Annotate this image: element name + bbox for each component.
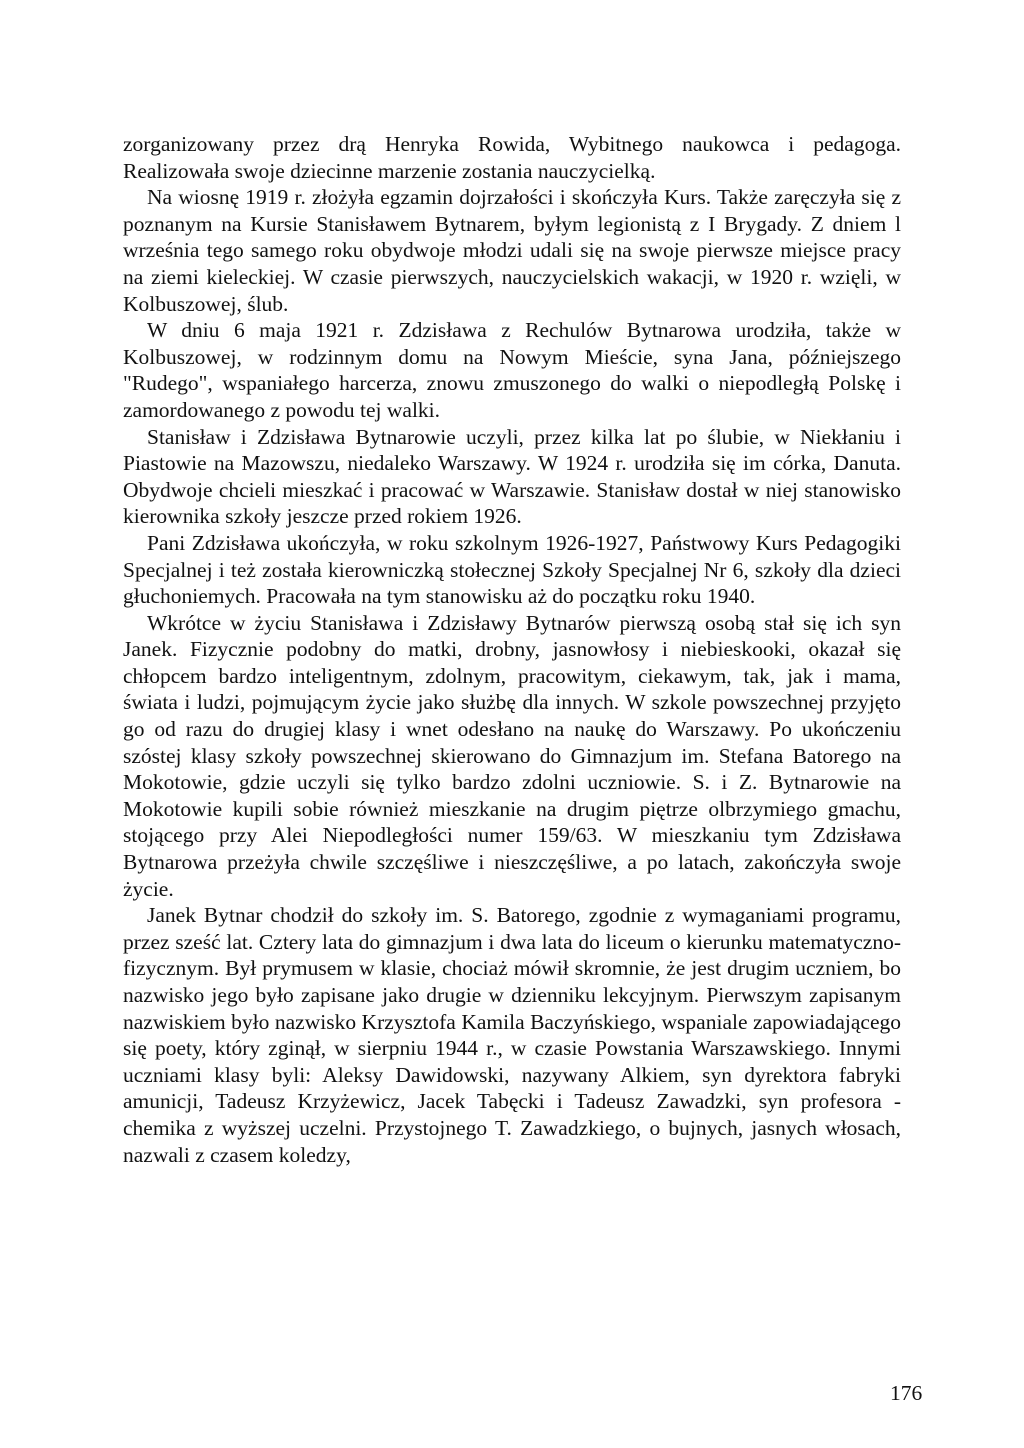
paragraph-6: Wkrótce w życiu Stanisława i Zdzisławy Bytnarów pierwszą osobą stał się ich syn Janek. Fizycznie podobny do matki, drobny, jasnowłosy i niebieskooki, okazał się chłopcem bardzo inteligentnym, zdolnym, pracowitym, ciekawym, tak, jak i mama, świata i ludzi, pojmującym życie jako służbę dla innych. W szkole powszechnej przyjęto go od razu do drugiej klasy i wnet odesłano na naukę do Warszawy. Po ukończeniu szóstej klasy szkoły powszechnej skierowano do Gimnazjum im. Stefana Batorego na Mokotowie, gdzie uczyli się tylko bardzo zdolni uczniowie. S. i Z. Bytnarowie na Mokotowie kupili sobie również mieszkanie na drugim piętrze olbrzymiego gmachu, stojącego przy Alei Niepodległości numer 159/63. W mieszkaniu tym Zdzisława Bytnarowa przeżyła chwile szczęśliwe i nieszczęśliwe, a po latach, zakończyła swoje życie. [123, 610, 901, 901]
paragraph-3: W dniu 6 maja 1921 r. Zdzisława z Rechulów Bytnarowa urodziła, także w Kolbuszowej, w rodzinnym domu na Nowym Mieście, syna Jana, późniejszego "Rudego", wspaniałego harcerza, znowu zmuszonego do walki o niepodległą Polskę i zamordowanego z powodu tej walki. [123, 318, 901, 422]
paragraph-1: zorganizowany przez drą Henryka Rowida, Wybitnego naukowca i pedagoga. Realizowała swoje dziecinne marzenie zostania nauczycielką. [123, 132, 901, 183]
paragraph-4: Stanisław i Zdzisława Bytnarowie uczyli, przez kilka lat po ślubie, w Niekłaniu i Piastowie na Mazowszu, niedaleko Warszawy. W 1924 r. urodziła się im córka, Danuta. Obydwoje chcieli mieszkać i pracować w Warszawie. Stanisław dostał w niej stanowisko kierownika szkoły jeszcze przed rokiem 1926. [123, 424, 901, 529]
page-number: 176 [890, 1381, 923, 1405]
paragraph-2: Na wiosnę 1919 r. złożyła egzamin dojrzałości i skończyła Kurs. Także zaręczyła się z poznanym na Kursie Stanisławem Bytnarem, byłym legionistą z I Brygady. Z dniem l września tego samego roku obydwoje młodzi udali się na swoje pierwsze miejsce pracy na ziemi kieleckiej. W czasie pierwszych, nauczycielskich wakacji, w 1920 r. wzięli, w Kolbuszowej, ślub. [123, 185, 901, 316]
body-text [123, 131, 901, 1168]
paragraph-7: Janek Bytnar chodził do szkoły im. S. Batorego, zgodnie z wymaganiami programu, przez sześć lat. Cztery lata do gimnazjum i dwa lata do liceum o kierunku matematyczno-fizycznym. Był prymusem w klasie, chociaż mówił skromnie, że jest drugim uczniem, bo nazwisko jego było zapisane jako drugie w dzienniku lekcyjnym. Pierwszym zapisanym nazwiskiem było nazwisko Krzysztofa Kamila Baczyńskiego, wspaniale zapowiadającego się poety, który zginął, w sierpniu 1944 r., w czasie Powstania Warszawskiego. Innymi uczniami klasy byli: Aleksy Dawidowski, nazywany Alkiem, syn dyrektora fabryki amunicji, Tadeusz Krzyżewicz, Jacek Tabęcki i Tadeusz Zawadzki, syn profesora - chemika z wyższej uczelni. Przystojnego T. Zawadzkiego, o bujnych, jasnych włosach, nazwali z czasem koledzy, [123, 903, 901, 1167]
paragraph-5: Pani Zdzisława ukończyła, w roku szkolnym 1926-1927, Państwowy Kurs Pedagogiki Specjalnej i też została kierowniczką stołecznej Szkoły Specjalnej Nr 6, szkoły dla dzieci głuchoniemych. Pracowała na tym stanowisku aż do początku roku 1940. [123, 530, 901, 609]
